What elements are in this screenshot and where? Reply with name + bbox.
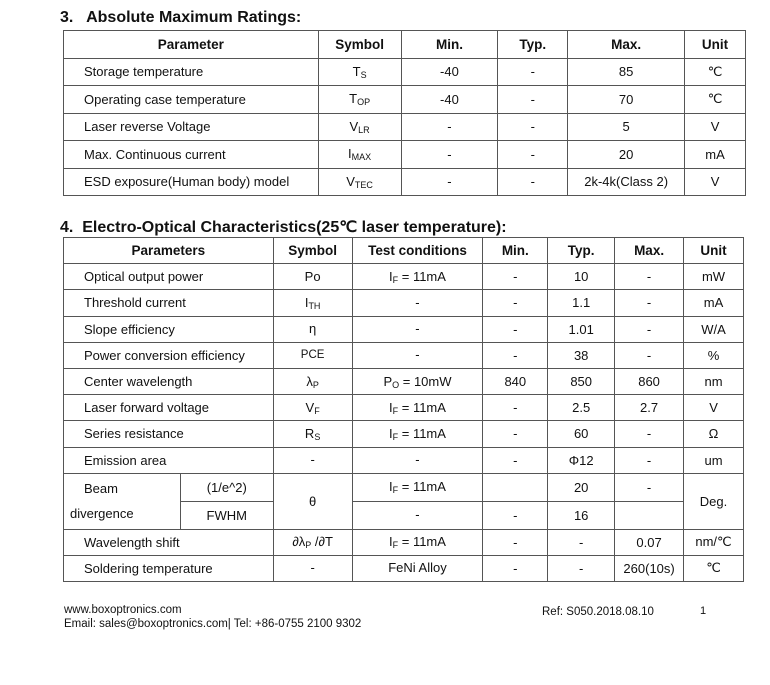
cell-test-condition: - xyxy=(352,501,483,529)
cell-parameter: Center wavelength xyxy=(64,368,274,394)
footer-email-tel: Email: sales@boxoptronics.com| Tel: +86-0755 2100 9302 xyxy=(64,618,362,630)
cell-test-condition: $I_F = 11mA$ xyxy=(352,264,483,290)
cell-typ: 38 xyxy=(548,342,615,368)
cell-parameter: ESD exposure(Human body) model xyxy=(64,168,319,196)
cell-max xyxy=(615,501,684,529)
cell-symbol: - xyxy=(273,555,352,581)
header-test-conditions: Test conditions xyxy=(352,238,483,264)
cell-min: - xyxy=(401,113,498,141)
cell-symbol: η xyxy=(273,316,352,342)
cell-parameter: Emission area xyxy=(64,447,274,473)
header-parameter: Parameter xyxy=(64,31,319,59)
table-row xyxy=(64,555,744,581)
table-row xyxy=(64,342,744,368)
cell-unit: ℃ xyxy=(685,86,746,114)
header-min: Min. xyxy=(483,238,548,264)
cell-min: - xyxy=(483,395,548,421)
cell-max: - xyxy=(615,342,684,368)
cell-parameter: Series resistance xyxy=(64,421,274,447)
table-row xyxy=(64,290,744,316)
absolute-max-ratings-table xyxy=(63,30,746,196)
header-max: Max. xyxy=(568,31,685,59)
cell-beam-type: FWHM xyxy=(180,501,273,529)
footer-contact xyxy=(64,603,361,631)
cell-symbol: $R_S$ xyxy=(273,421,352,447)
cell-test-condition: $P_O = 10mW$ xyxy=(352,368,483,394)
cell-parameter: Threshold current xyxy=(64,290,274,316)
cell-symbol: θ xyxy=(273,473,352,529)
cell-test-condition: $I_F = 11mA$ xyxy=(352,529,483,555)
table-row xyxy=(64,58,746,86)
header-max: Max. xyxy=(615,238,684,264)
cell-symbol: $T_S$ xyxy=(318,58,401,86)
cell-typ: - xyxy=(498,113,568,141)
cell-unit: mW xyxy=(684,264,744,290)
cell-symbol: $T_{OP}$ xyxy=(318,86,401,114)
cell-parameter: Laser reverse Voltage xyxy=(64,113,319,141)
cell-symbol: $V_{TEC}$ xyxy=(318,168,401,196)
cell-unit: um xyxy=(684,447,744,473)
table-row xyxy=(64,86,746,114)
cell-typ: - xyxy=(498,58,568,86)
cell-typ: 1.1 xyxy=(548,290,615,316)
header-unit: Unit xyxy=(685,31,746,59)
table-row xyxy=(64,368,744,394)
header-unit: Unit xyxy=(684,238,744,264)
cell-typ: 850 xyxy=(548,368,615,394)
cell-parameter: Storage temperature xyxy=(64,58,319,86)
cell-symbol: $V_{LR}$ xyxy=(318,113,401,141)
cell-typ: - xyxy=(498,86,568,114)
electro-optical-table xyxy=(63,237,744,582)
cell-max: - xyxy=(615,316,684,342)
cell-parameter: Operating case temperature xyxy=(64,86,319,114)
header-typ: Typ. xyxy=(548,238,615,264)
cell-unit: V xyxy=(684,395,744,421)
table-row xyxy=(64,264,744,290)
cell-max: 20 xyxy=(568,141,685,169)
table-row xyxy=(64,113,746,141)
cell-min: - xyxy=(483,529,548,555)
cell-min: - xyxy=(483,342,548,368)
cell-typ: 10 xyxy=(548,264,615,290)
footer-ref: Ref: S050.2018.08.10 xyxy=(542,606,654,618)
header-typ: Typ. xyxy=(498,31,568,59)
cell-typ: - xyxy=(548,529,615,555)
cell-test-condition: $I_F = 11mA$ xyxy=(352,421,483,447)
cell-max: - xyxy=(615,421,684,447)
header-parameters: Parameters xyxy=(64,238,274,264)
section4-title: 4. Electro-Optical Characteristics(25℃ laser temperature): xyxy=(60,219,507,236)
cell-max: 260(10s) xyxy=(615,555,684,581)
header-min: Min. xyxy=(401,31,498,59)
cell-unit: % xyxy=(684,342,744,368)
cell-min: -40 xyxy=(401,86,498,114)
cell-max: 5 xyxy=(568,113,685,141)
cell-parameter: Wavelength shift xyxy=(64,529,274,555)
cell-unit: Deg. xyxy=(684,473,744,529)
cell-parameter: Power conversion efficiency xyxy=(64,342,274,368)
cell-unit: W/A xyxy=(684,316,744,342)
cell-unit: V xyxy=(685,168,746,196)
cell-min: - xyxy=(483,421,548,447)
cell-test-condition: - xyxy=(352,342,483,368)
cell-min xyxy=(483,473,548,501)
cell-typ: - xyxy=(498,168,568,196)
header-symbol: Symbol xyxy=(318,31,401,59)
table-header-row xyxy=(64,238,744,264)
cell-min: -40 xyxy=(401,58,498,86)
cell-unit: ℃ xyxy=(684,555,744,581)
cell-parameter: Max. Continuous current xyxy=(64,141,319,169)
cell-unit: nm/℃ xyxy=(684,529,744,555)
cell-unit: mA xyxy=(684,290,744,316)
cell-min: - xyxy=(483,290,548,316)
table-row xyxy=(64,316,744,342)
cell-max: 860 xyxy=(615,368,684,394)
table-header-row xyxy=(64,31,746,59)
cell-max: - xyxy=(615,473,684,501)
cell-typ: 2.5 xyxy=(548,395,615,421)
cell-test-condition: - xyxy=(352,290,483,316)
cell-test-condition: $I_F = 11mA$ xyxy=(352,395,483,421)
table-row xyxy=(64,141,746,169)
cell-test-condition: - xyxy=(352,447,483,473)
cell-parameter: Slope efficiency xyxy=(64,316,274,342)
cell-typ: 20 xyxy=(548,473,615,501)
cell-symbol: $V_F$ xyxy=(273,395,352,421)
cell-max: 2.7 xyxy=(615,395,684,421)
table-row xyxy=(64,168,746,196)
cell-min: - xyxy=(401,141,498,169)
cell-min: - xyxy=(483,555,548,581)
cell-unit: ℃ xyxy=(685,58,746,86)
footer-website: www.boxoptronics.com xyxy=(64,604,182,616)
cell-min: - xyxy=(483,501,548,529)
cell-typ: Φ12 xyxy=(548,447,615,473)
cell-symbol: PCE xyxy=(273,342,352,368)
cell-max: - xyxy=(615,447,684,473)
cell-symbol: $I_{MAX}$ xyxy=(318,141,401,169)
cell-typ: - xyxy=(548,555,615,581)
cell-symbol: $\lambda_P$ xyxy=(273,368,352,394)
cell-unit: Ω xyxy=(684,421,744,447)
cell-unit: V xyxy=(685,113,746,141)
cell-max: - xyxy=(615,290,684,316)
cell-symbol: $I_{TH}$ xyxy=(273,290,352,316)
table-row xyxy=(64,529,744,555)
cell-min: 840 xyxy=(483,368,548,394)
cell-unit: mA xyxy=(685,141,746,169)
cell-parameter: Soldering temperature xyxy=(64,555,274,581)
cell-min: - xyxy=(483,316,548,342)
cell-typ: 60 xyxy=(548,421,615,447)
cell-beam-divergence-label: Beam divergence xyxy=(64,473,181,529)
table-row xyxy=(64,447,744,473)
cell-min: - xyxy=(401,168,498,196)
table-row-beam-1 xyxy=(64,473,744,501)
cell-typ: - xyxy=(498,141,568,169)
cell-beam-type: (1/e^2) xyxy=(180,473,273,501)
cell-typ: 16 xyxy=(548,501,615,529)
cell-max: 70 xyxy=(568,86,685,114)
cell-symbol: Po xyxy=(273,264,352,290)
cell-unit: nm xyxy=(684,368,744,394)
cell-max: 85 xyxy=(568,58,685,86)
cell-symbol: $\partial\lambda_P$ /∂T xyxy=(273,529,352,555)
cell-min: - xyxy=(483,264,548,290)
table-row xyxy=(64,395,744,421)
cell-min: - xyxy=(483,447,548,473)
cell-typ: 1.01 xyxy=(548,316,615,342)
cell-max: - xyxy=(615,264,684,290)
cell-parameter: Optical output power xyxy=(64,264,274,290)
cell-test-condition: - xyxy=(352,316,483,342)
header-symbol: Symbol xyxy=(273,238,352,264)
cell-max: 2k-4k(Class 2) xyxy=(568,168,685,196)
cell-max: 0.07 xyxy=(615,529,684,555)
cell-symbol: - xyxy=(273,447,352,473)
page-number: 1 xyxy=(700,605,707,617)
table-row xyxy=(64,421,744,447)
cell-test-condition: $I_F = 11mA$ xyxy=(352,473,483,501)
section3-title: 3. Absolute Maximum Ratings: xyxy=(60,9,302,26)
cell-parameter: Laser forward voltage xyxy=(64,395,274,421)
cell-test-condition: FeNi Alloy xyxy=(352,555,483,581)
